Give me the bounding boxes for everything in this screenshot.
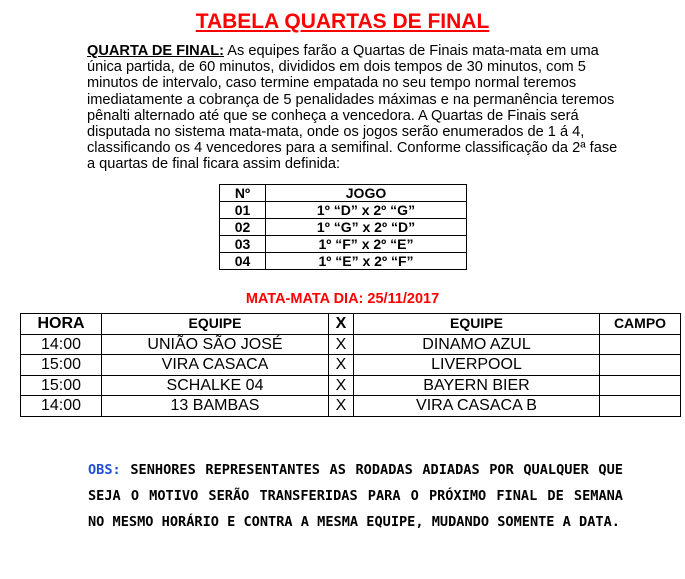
home-team: UNIÃO SÃO JOSÉ [102, 334, 329, 355]
col-header-equipe-home: EQUIPE [102, 314, 329, 335]
table-row [21, 396, 681, 417]
col-header-hora: HORA [21, 314, 102, 335]
away-team: VIRA CASACA B [354, 396, 600, 417]
table-row [21, 375, 681, 396]
match-campo [600, 334, 681, 355]
jogo-number: 02 [220, 219, 266, 236]
jogos-header-row [220, 185, 467, 202]
table-row [21, 334, 681, 355]
table-row [220, 202, 467, 219]
match-campo [600, 396, 681, 417]
mata-header-row [21, 314, 681, 335]
jogo-matchup: 1º “D” x 2º “G” [266, 202, 467, 219]
jogo-number: 01 [220, 202, 266, 219]
versus-mark: X [329, 355, 354, 376]
away-team: LIVERPOOL [354, 355, 600, 376]
jogos-table [219, 184, 467, 270]
intro-lead: QUARTA DE FINAL: [87, 43, 225, 59]
match-campo [600, 375, 681, 396]
jogo-number: 03 [220, 236, 266, 253]
jogo-matchup: 1º “G” x 2º “D” [266, 219, 467, 236]
col-header-equipe-away: EQUIPE [354, 314, 600, 335]
jogo-matchup: 1º “E” x 2º “F” [266, 253, 467, 270]
home-team: SCHALKE 04 [102, 375, 329, 396]
match-time: 15:00 [21, 355, 102, 376]
match-time: 14:00 [21, 334, 102, 355]
table-row [220, 236, 467, 253]
page-title: TABELA QUARTAS DE FINAL [195, 10, 490, 33]
away-team: BAYERN BIER [354, 375, 600, 396]
table-row [21, 355, 681, 376]
obs-text: SENHORES REPRESENTANTES AS RODADAS ADIADAS POR QUALQUER QUE SEJA O MOTIVO SERÃO TRANSFERIDAS PARA O PRÓXIMO FINAL DE SEMANA NO MESMO HORÁRIO E CONTRA A MESMA EQUIPE, MUDANDO SOMENTE A DATA. [88, 462, 623, 530]
versus-mark: X [329, 375, 354, 396]
intro-paragraph [87, 43, 627, 173]
table-row [220, 253, 467, 270]
versus-mark: X [329, 396, 354, 417]
mata-mata-title: MATA-MATA DIA: 25/11/2017 [245, 291, 440, 307]
match-time: 15:00 [21, 375, 102, 396]
home-team: 13 BAMBAS [102, 396, 329, 417]
jogo-number: 04 [220, 253, 266, 270]
intro-text: As equipes farão a Quartas de Finais mata-mata em uma única partida, de 60 minutos, divididos em dois tempos de 30 minutos, com 5 minutos de intervalo, caso termine empatada no seu tempo normal teremos imediatamente a cobrança de 5 penalidades máximas e na permanência teremos pênalti alternado até que se conheça a vencedora. A Quartas de Finais será disputada no sistema mata-mata, onde os jogos serão enumerados de 1 á 4, classificando os 4 vencedores para a semifinal. Conforme classificação da 2ª fase a quartas de final ficara assim definida: [87, 43, 618, 173]
col-header-x: X [329, 314, 354, 335]
col-header-jogo: JOGO [266, 185, 467, 202]
table-row [220, 219, 467, 236]
match-campo [600, 355, 681, 376]
jogo-matchup: 1º “F” x 2º “E” [266, 236, 467, 253]
col-header-numero: Nº [220, 185, 266, 202]
mata-mata-table [20, 313, 681, 417]
away-team: DINAMO AZUL [354, 334, 600, 355]
obs-note [88, 457, 623, 535]
home-team: VIRA CASACA [102, 355, 329, 376]
versus-mark: X [329, 334, 354, 355]
col-header-campo: CAMPO [600, 314, 681, 335]
match-time: 14:00 [21, 396, 102, 417]
obs-label: OBS: [88, 462, 121, 478]
